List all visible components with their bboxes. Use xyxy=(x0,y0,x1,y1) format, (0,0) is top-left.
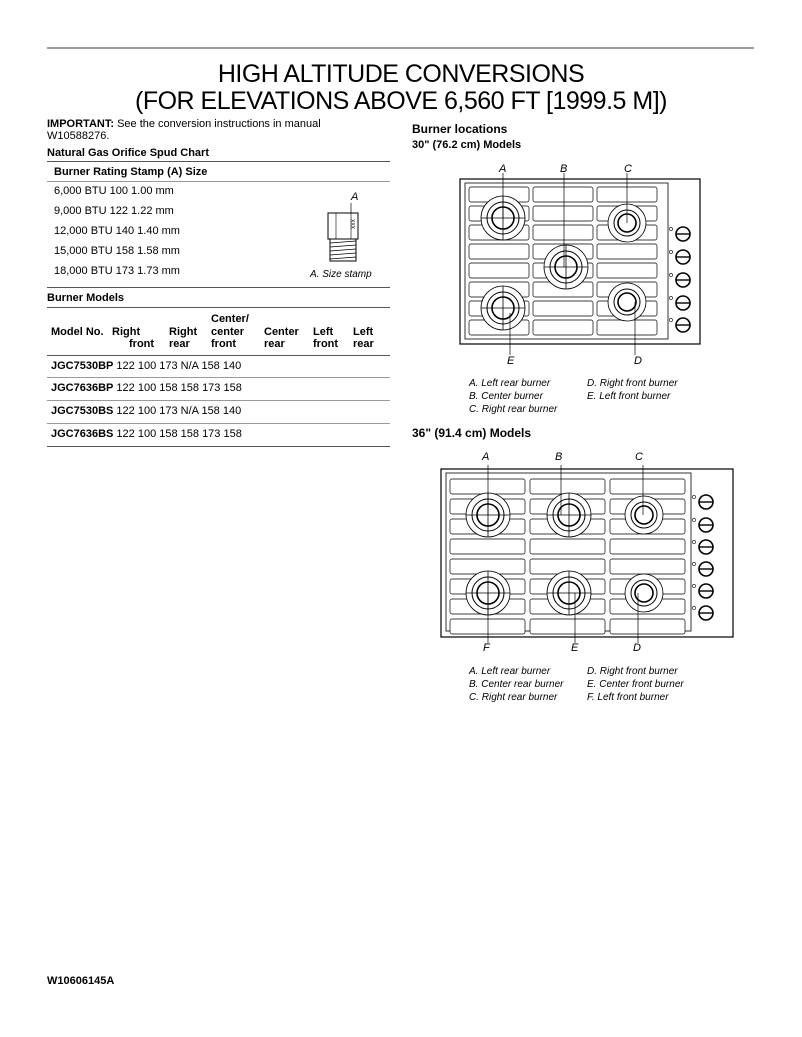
model36-legend-d: D. Right front burner xyxy=(587,666,678,677)
spud-row: 12,000 BTU 140 1.40 mm xyxy=(54,225,180,237)
model30-legend-d: D. Right front burner xyxy=(587,378,678,389)
col-header-right-front-2: front xyxy=(129,338,155,350)
document-code: W10606145A xyxy=(47,975,115,987)
spud-figure-caption: A. Size stamp xyxy=(310,269,372,280)
spud-chart-title: Natural Gas Orifice Spud Chart xyxy=(47,147,209,159)
model36-label-d: D xyxy=(633,642,641,654)
model36-label-e: E xyxy=(571,642,579,654)
model30-label-e: E xyxy=(507,355,515,367)
table-row xyxy=(51,382,242,394)
grate-slot xyxy=(450,479,525,494)
burner-models-header-rule xyxy=(47,355,390,356)
model30-legend-c: C. Right rear burner xyxy=(469,404,558,415)
model-number: JGC7636BP xyxy=(51,382,114,394)
burner-models-top-rule xyxy=(47,307,390,308)
grate-slot xyxy=(533,206,593,221)
model36-label-b: B xyxy=(555,451,563,463)
knob-marker xyxy=(669,227,672,230)
grate-slot xyxy=(597,263,657,278)
burner-values: 122 100 173 N/A 158 140 xyxy=(113,360,242,372)
col-header-model: Model No. xyxy=(51,326,104,338)
knob-marker xyxy=(692,584,695,587)
grate-slot xyxy=(610,479,685,494)
page-title-line1: HIGH ALTITUDE CONVERSIONS xyxy=(217,60,585,88)
model30-label-b: B xyxy=(560,163,568,175)
table-row xyxy=(51,405,241,417)
row-divider xyxy=(47,423,390,424)
important-text: See the conversion instructions in manual W10588276. xyxy=(47,118,321,142)
col-header-right-rear-2: rear xyxy=(169,338,190,350)
important-label: IMPORTANT: xyxy=(47,118,115,130)
grate-slot xyxy=(533,301,593,316)
grate-slot xyxy=(533,320,593,335)
model36-legend-b: B. Center rear burner xyxy=(469,679,564,690)
model30-label-d: D xyxy=(634,355,642,367)
model36-legend-a: A. Left rear burner xyxy=(469,666,551,677)
model36-label-c: C xyxy=(635,451,643,463)
model36-legend-c: C. Right rear burner xyxy=(469,692,558,703)
knob-marker xyxy=(692,562,695,565)
spud-figure-label: A xyxy=(351,191,359,203)
model30-label-a: A xyxy=(499,163,507,175)
grate-slot xyxy=(533,187,593,202)
burner-values: 122 100 158 158 173 158 xyxy=(113,428,242,440)
knob-marker xyxy=(692,495,695,498)
grate-slot xyxy=(597,244,657,259)
grate-slot xyxy=(610,619,685,634)
burner-locations-title: Burner locations xyxy=(412,122,508,136)
spud-row: 9,000 BTU 122 1.22 mm xyxy=(54,205,174,217)
col-header-center-front-2: center xyxy=(211,326,245,338)
model-number: JGC7636BS xyxy=(51,428,114,440)
spud-row: 6,000 BTU 100 1.00 mm xyxy=(54,185,174,197)
model-number: JGC7530BP xyxy=(51,360,114,372)
model30-heading: 30" (76.2 cm) Models xyxy=(412,139,522,151)
important-note xyxy=(47,118,377,142)
grate-slot xyxy=(610,559,685,574)
model36-legend-f: F. Left front burner xyxy=(587,692,669,703)
row-divider xyxy=(47,400,390,401)
burner-models-title: Burner Models xyxy=(47,292,125,304)
spud-chart-top-rule xyxy=(47,161,390,162)
cooktop-30-diagram xyxy=(455,173,705,355)
model36-legend-e: E. Center front burner xyxy=(587,679,684,690)
knob-marker xyxy=(669,318,672,321)
grate-slot xyxy=(530,479,605,494)
spud-chart-header: Burner Rating Stamp (A) Size xyxy=(54,166,208,178)
col-header-center-rear-2: rear xyxy=(264,338,285,350)
grate-slot xyxy=(610,539,685,554)
knob-marker xyxy=(669,296,672,299)
model36-label-f: F xyxy=(483,642,490,654)
grate-slot xyxy=(597,320,657,335)
grate-slot xyxy=(450,619,525,634)
cooktop-36-diagram xyxy=(438,465,738,643)
grate-slot xyxy=(469,244,529,259)
col-header-center-front-1: Center/ xyxy=(211,313,249,325)
model30-label-c: C xyxy=(624,163,632,175)
model36-label-a: A xyxy=(482,451,490,463)
model-number: JGC7530BS xyxy=(51,405,114,417)
knob-marker xyxy=(692,606,695,609)
spud-chart-header-rule xyxy=(47,181,390,182)
col-header-left-front-2: front xyxy=(313,338,339,350)
table-row xyxy=(51,428,242,440)
col-header-right-front-1: Right xyxy=(112,326,141,338)
grate-slot xyxy=(450,539,525,554)
burner-values: 122 100 173 N/A 158 140 xyxy=(113,405,242,417)
grate-slot xyxy=(530,619,605,634)
size-stamp-marking: XXX xyxy=(349,218,355,229)
col-header-left-rear-2: rear xyxy=(353,338,374,350)
grate-slot xyxy=(469,263,529,278)
knob-marker xyxy=(669,250,672,253)
grate-slot xyxy=(533,225,593,240)
col-header-left-front-1: Left xyxy=(313,326,334,338)
row-divider xyxy=(47,377,390,378)
page-title-line2: (FOR ELEVATIONS ABOVE 6,560 FT [1999.5 M]) xyxy=(135,87,667,115)
burner-models-bottom-rule xyxy=(47,446,390,447)
col-header-left-rear-1: Left xyxy=(353,326,374,338)
top-rule xyxy=(47,47,754,49)
col-header-center-front-3: front xyxy=(211,338,237,350)
burner-values: 122 100 158 158 173 158 xyxy=(113,382,242,394)
orifice-spud-illustration xyxy=(318,203,368,267)
col-header-right-rear-1: Right xyxy=(169,326,198,338)
spud-chart-bottom-rule xyxy=(47,287,390,288)
knob-marker xyxy=(669,273,672,276)
model30-legend-a: A. Left rear burner xyxy=(469,378,551,389)
table-row xyxy=(51,360,241,372)
spud-row: 15,000 BTU 158 1.58 mm xyxy=(54,245,180,257)
knob-marker xyxy=(692,518,695,521)
spud-row: 18,000 BTU 173 1.73 mm xyxy=(54,265,180,277)
model30-legend-e: E. Left front burner xyxy=(587,391,671,402)
model36-heading: 36" (91.4 cm) Models xyxy=(412,426,532,440)
grate-slot xyxy=(530,539,605,554)
model30-legend-b: B. Center burner xyxy=(469,391,543,402)
col-header-center-rear-1: Center xyxy=(264,326,299,338)
knob-marker xyxy=(692,540,695,543)
